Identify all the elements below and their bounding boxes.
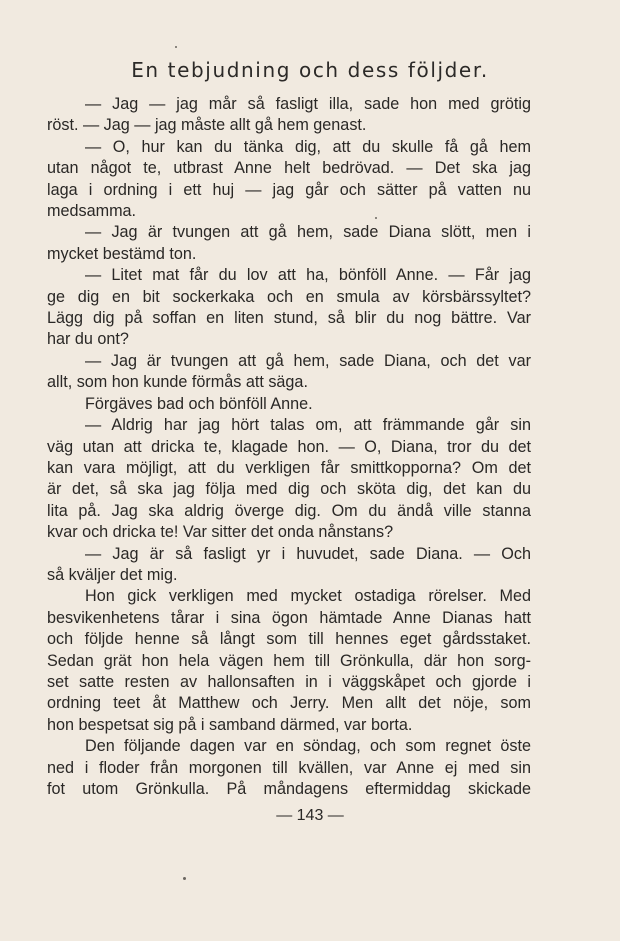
text-line: och följde henne så långt som till hennes eget gårdsstaket. <box>47 630 531 649</box>
text-line: medsamma. <box>47 202 137 221</box>
text-line: fot utom Grönkulla. På måndagens eftermiddag skickade <box>47 780 531 798</box>
body-text <box>47 94 531 800</box>
text-line: — Jag är så fasligt yr i huvudet, sade Diana. — Och <box>85 544 531 563</box>
text-line: lita på. Jag ska aldrig överge dig. Om du ändå ville stanna <box>47 501 531 520</box>
text-line: mycket bestämd ton. <box>47 244 197 263</box>
paper-speck <box>375 217 377 219</box>
page-title: En tebjudning och dess följder. <box>131 58 489 82</box>
text-line: — Aldrig har jag hört talas om, att främmande går sin <box>85 416 531 435</box>
paper-speck <box>175 46 177 48</box>
page-number: — 143 — <box>276 807 344 824</box>
text-line: röst. — Jag — jag måste allt gå hem genast. <box>47 116 367 135</box>
text-line: set satte resten av hallonsaften in i väggskåpet och gjorde i <box>47 672 531 691</box>
text-line: Lägg dig på soffan en liten stund, så blir du nog bättre. Var <box>47 309 531 328</box>
text-line: Den följande dagen var en söndag, och som regnet öste <box>85 737 531 756</box>
text-line: — Jag är tvungen att gå hem, sade Diana, och det var <box>85 351 531 370</box>
text-line: väg utan att dricka te, klagade hon. — O, Diana, tror du det <box>47 437 531 456</box>
text-line: hon bespetsat sig på i samband därmed, var borta. <box>47 715 413 734</box>
text-line: är det, så ska jag följa med dig och sköta dig, det kan du <box>47 480 531 499</box>
text-line: ordning teet åt Matthew och Jerry. Men allt det nöje, som <box>47 694 531 713</box>
paper-speck <box>183 877 186 880</box>
text-line: har du ont? <box>47 330 129 349</box>
text-line: Hon gick verkligen med mycket ostadiga rörelser. Med <box>85 587 531 606</box>
text-line: kvar och dricka te! Var sitter det onda nånstans? <box>47 523 394 542</box>
text-line: — O, hur kan du tänka dig, att du skulle få gå hem <box>85 137 531 156</box>
text-line: så kväljer det mig. <box>47 565 178 584</box>
text-line: — Jag — jag mår så fasligt illa, sade hon med grötig <box>85 95 531 113</box>
text-line: Sedan grät hon hela vägen hem till Grönkulla, där hon sorg- <box>47 651 531 670</box>
text-line: — Jag är tvungen att gå hem, sade Diana slött, men i <box>85 223 531 242</box>
text-line: ned i floder från morgonen till kvällen, var Anne ej med sin <box>47 758 531 777</box>
text-line: — Litet mat får du lov att ha, bönföll Anne. — Får jag <box>85 266 531 285</box>
text-line: allt, som hon kunde förmås att säga. <box>47 373 308 392</box>
text-line: utan något te, utbrast Anne helt bedrövad. — Det ska jag <box>47 159 531 178</box>
text-line: laga i ordning i ett huj — jag går och sätter på vatten nu <box>47 180 531 199</box>
text-line: besvikenhetens tårar i sina ögon hämtade Anne Dianas hatt <box>47 608 531 627</box>
text-line: ge dig en bit sockerkaka och en smula av körsbärssyltet? <box>47 287 531 306</box>
text-line: kan vara möjligt, att du verkligen får smittkopporna? Om det <box>47 458 531 477</box>
text-line: Förgäves bad och bönföll Anne. <box>85 394 313 413</box>
